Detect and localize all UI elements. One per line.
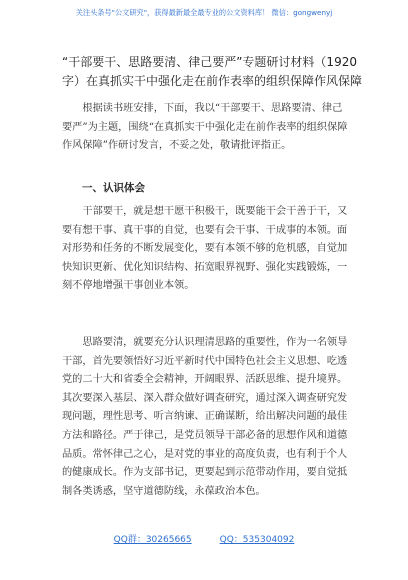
body-paragraph: 思路要清，就要充分认识理清思路的重要性，作为一名领导干部，首先要领悟好习近平新时代中国特色社会主义思想、吃透党的二十大和省委全会精神，开阔眼界、活跃思维、提升境界。其次要深入基层、深入群众做好调查研究，通过深入调查研究发现问题，理性思考、听言纳谏、正确谋断，给出解决问题的最佳方法和路径。严于律己，是党员领导干部必备的思想作风和道德品质。常怀律己之心，是对党的事业的高度负责，也有利于个人的健康成长。作为支部书记，更要起到示范带动作用，要自觉抵制各类诱惑，坚守道德防线，永葆政治本色。 — [62, 337, 348, 497]
header-banner-text: 关注头条号"公文研究"，获得最新最全最专业的公文资料库！ 微信：gongwenyj — [75, 8, 333, 17]
footer-qq-group[interactable]: QQ群：30265665 — [113, 535, 192, 545]
section-heading: 一、认识体会 — [82, 182, 145, 194]
header-banner — [0, 0, 408, 26]
intro-paragraph: 根据读书班安排，下面，我以“干部要干、思路要清、律己要严”为主题，围绕“在真抓实干中强化走在前作表率的组织保障作风保障”作研讨发言，不妥之处，敬请批评指正。 — [62, 103, 348, 152]
document-title: “干部要干、思路要清、律己要严”专题研讨材料（1920字）在真抓实干中强化走在前作表率的组织保障作风保障 — [62, 55, 363, 88]
footer-qq[interactable]: QQ：535304092 — [219, 535, 295, 545]
body-paragraph: 干部要干，就是想干愿干积极干，既要能干会干善于干，又要有想干事、真干事的自觉，也要有会干事、干成事的本领。面对形势和任务的不断发展变化，要有本领不够的危机感，自觉加快知识更新、优化知识结构、拓宽眼界视野、强化实践锻炼，一刻不停地增强干事创业本领。 — [62, 206, 348, 292]
footer — [0, 532, 408, 545]
